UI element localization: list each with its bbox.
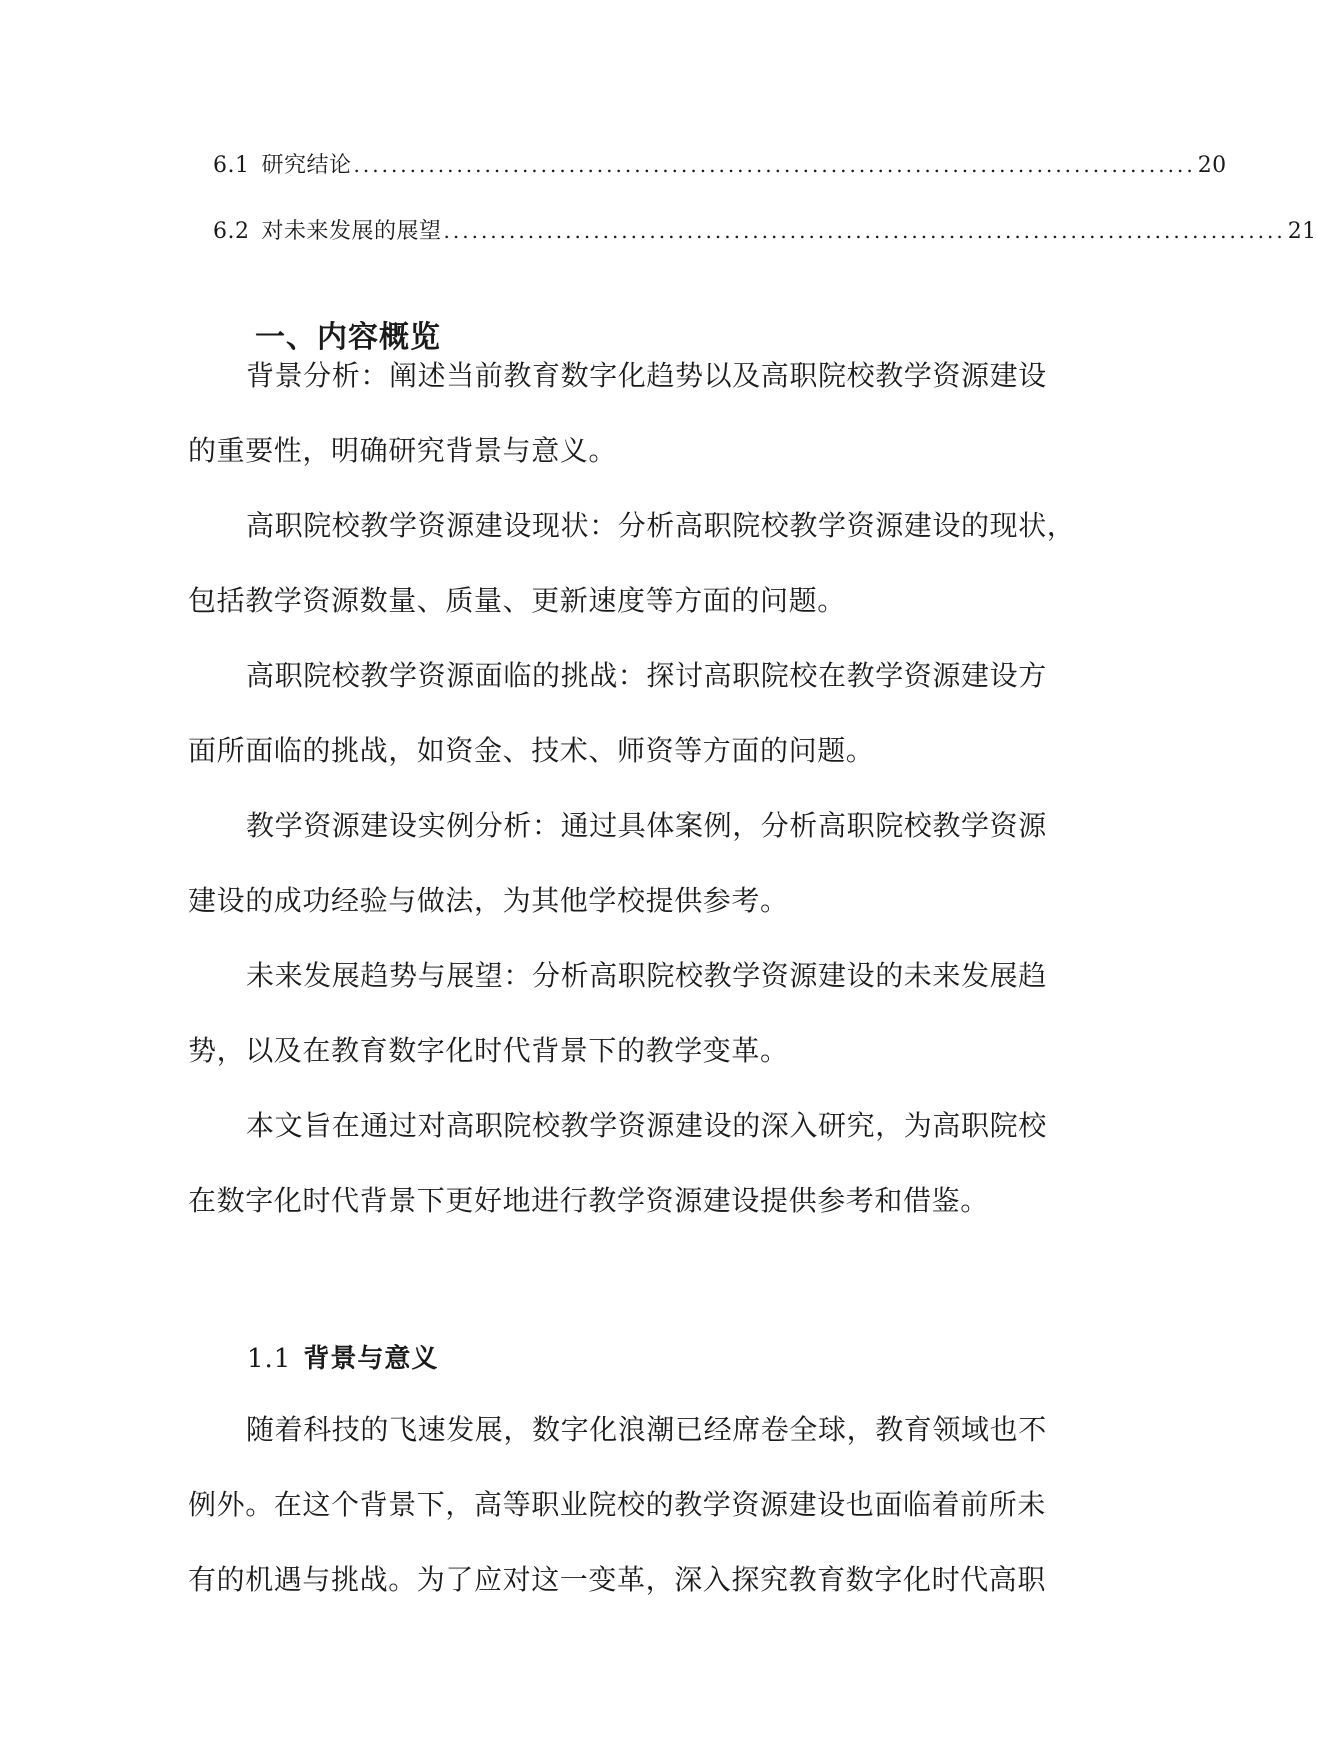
paragraph-line: 建设的成功经验与做法，为其他学校提供参考。 bbox=[188, 884, 789, 917]
toc-leader-dots: .......................................................................................... bbox=[443, 219, 1286, 243]
paragraph-line: 高职院校教学资源面临的挑战：探讨高职院校在教学资源建设方 bbox=[246, 659, 1047, 692]
paragraph-line: 势，以及在教育数字化时代背景下的教学变革。 bbox=[188, 1034, 789, 1067]
paragraph-line: 的重要性，明确研究背景与意义。 bbox=[188, 434, 618, 467]
toc-entry[interactable] bbox=[213, 148, 1227, 214]
paragraph-line: 未来发展趋势与展望：分析高职院校教学资源建设的未来发展趋 bbox=[246, 959, 1047, 992]
paragraph bbox=[188, 1088, 1058, 1238]
paragraph bbox=[188, 938, 1058, 1088]
paragraph-line: 背景分析：阐述当前教育数字化趋势以及高职院校教学资源建设 bbox=[246, 359, 1047, 392]
paragraph-line: 高职院校教学资源建设现状：分析高职院校教学资源建设的现状， bbox=[246, 509, 1076, 542]
subsection-body bbox=[188, 1392, 1058, 1617]
paragraph bbox=[188, 338, 1058, 488]
paragraph-line: 本文旨在通过对高职院校教学资源建设的深入研究，为高职院校 bbox=[246, 1109, 1047, 1142]
toc-entry-page: 21 bbox=[1287, 219, 1317, 244]
paragraph bbox=[188, 788, 1058, 938]
section-heading: 一、内容概览 bbox=[255, 320, 441, 355]
toc-entry-title: 对未来发展的展望 bbox=[261, 219, 442, 244]
paragraph-line: 教学资源建设实例分析：通过具体案例，分析高职院校教学资源 bbox=[246, 809, 1047, 842]
paragraph bbox=[188, 638, 1058, 788]
paragraph-line: 有的机遇与挑战。为了应对这一变革，深入探究教育数字化时代高职 bbox=[188, 1563, 1047, 1596]
toc-leader-dots: .......................................................................................... bbox=[353, 153, 1196, 177]
subsection-heading bbox=[247, 1338, 438, 1375]
toc-entry-number: 6.2 bbox=[213, 219, 250, 244]
paragraph-line: 随着科技的飞速发展，数字化浪潮已经席卷全球，教育领域也不 bbox=[246, 1413, 1047, 1446]
paragraph bbox=[188, 488, 1076, 638]
toc-entry-page: 20 bbox=[1197, 153, 1227, 178]
subsection-title: 背景与意义 bbox=[303, 1344, 439, 1374]
toc-entry[interactable] bbox=[213, 214, 1317, 280]
paragraph bbox=[188, 1392, 1058, 1617]
paragraph-line: 例外。在这个背景下，高等职业院校的教学资源建设也面临着前所未 bbox=[188, 1488, 1047, 1521]
toc-entry-number: 6.1 bbox=[213, 153, 250, 178]
paragraph-line: 面所面临的挑战，如资金、技术、师资等方面的问题。 bbox=[188, 734, 875, 767]
table-of-contents bbox=[213, 148, 1317, 280]
section-body bbox=[188, 338, 1076, 1238]
paragraph-line: 在数字化时代背景下更好地进行教学资源建设提供参考和借鉴。 bbox=[188, 1184, 989, 1217]
paragraph-line: 包括教学资源数量、质量、更新速度等方面的问题。 bbox=[188, 584, 846, 617]
toc-entry-title: 研究结论 bbox=[261, 153, 352, 178]
subsection-number: 1.1 bbox=[247, 1344, 292, 1374]
